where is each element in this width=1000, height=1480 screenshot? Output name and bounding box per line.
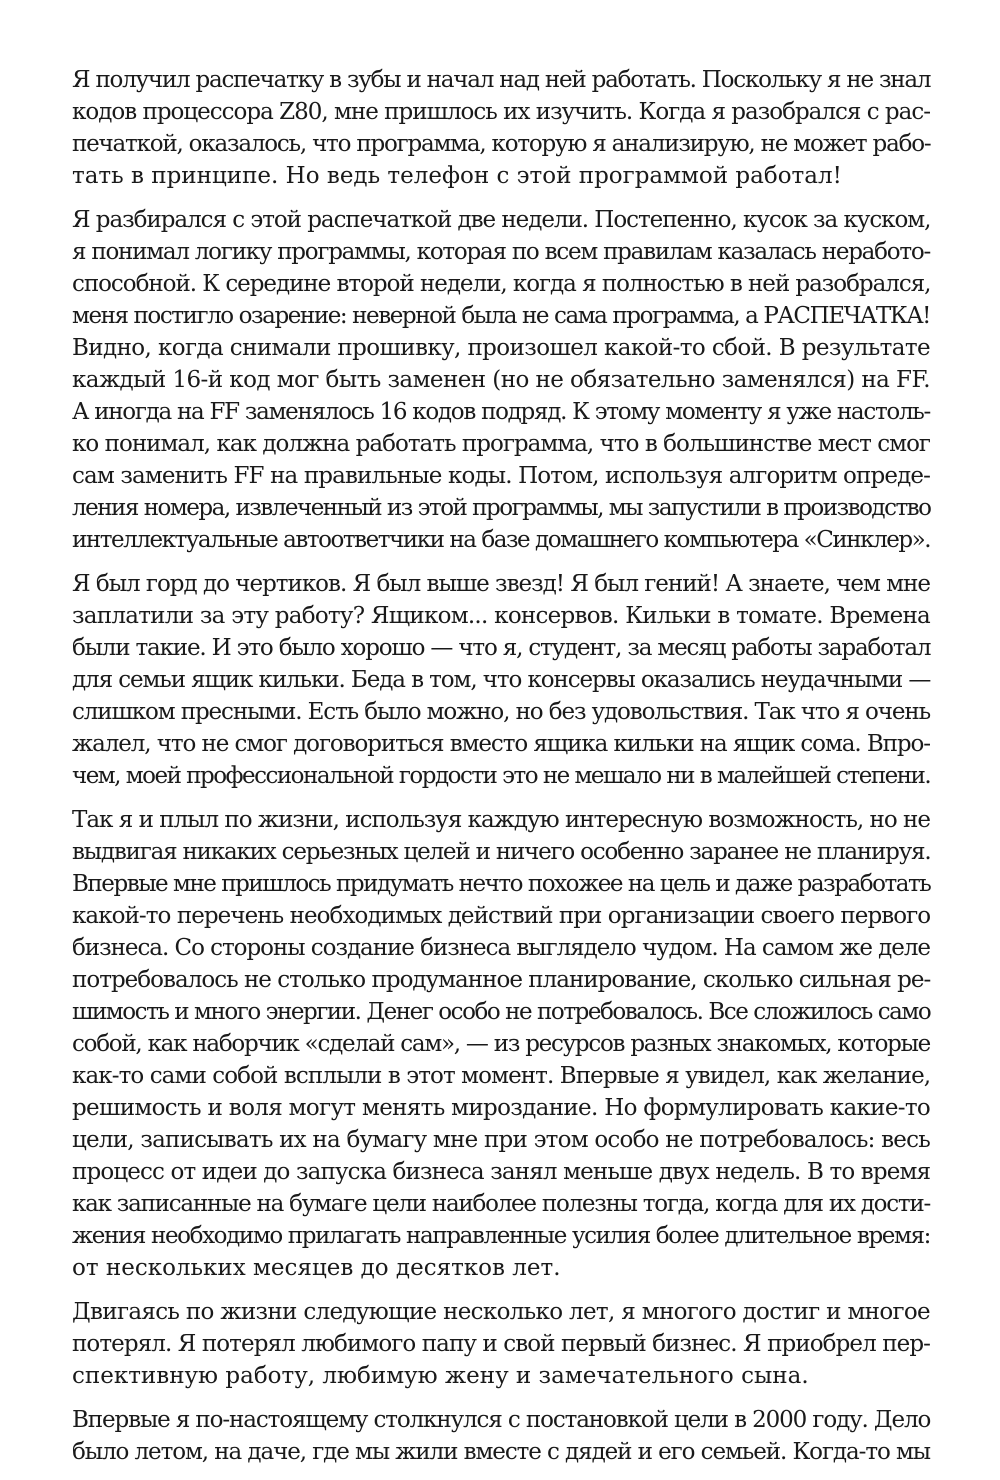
text-line: Я разбирался с этой распечаткой две недели. Постепенно, кусок за куском, bbox=[72, 207, 931, 233]
text-line: А иногда на FF заменялось 16 кодов подряд. К этому моменту я уже настоль- bbox=[72, 399, 930, 425]
text-line: от нескольких месяцев до десятков лет. bbox=[72, 1255, 561, 1281]
text-line: потребовалось не столько продуманное планирование, сколько сильная ре- bbox=[72, 967, 931, 993]
text-line: жения необходимо прилагать направленные усилия более длительное время: bbox=[72, 1223, 930, 1249]
text-line: потерял. Я потерял любимого папу и свой первый бизнес. Я приобрел пер- bbox=[72, 1331, 930, 1357]
paragraph-2 bbox=[72, 204, 930, 556]
text-line: как записанные на бумаге цели наиболее полезны тогда, когда для их дости- bbox=[72, 1191, 930, 1217]
paragraph-5 bbox=[72, 1296, 930, 1392]
text-line: чем, моей профессиональной гордости это не мешало ни в малейшей степени. bbox=[72, 763, 931, 789]
text-line: спективную работу, любимую жену и замечательного сына. bbox=[72, 1363, 809, 1389]
text-line: сам заменить FF на правильные коды. Потом, используя алгоритм опреде- bbox=[72, 463, 931, 489]
text-line: печаткой, оказалось, что программа, которую я анализирую, не может рабо- bbox=[72, 131, 931, 157]
text-line: заплатили за эту работу? Ящиком... консервов. Кильки в томате. Времена bbox=[72, 603, 930, 629]
text-line: Впервые мне пришлось придумать нечто похожее на цель и даже разработать bbox=[72, 871, 931, 897]
paragraph-6 bbox=[72, 1404, 930, 1468]
text-line: цели, записывать их на бумагу мне при этом особо не потребовалось: весь bbox=[72, 1127, 930, 1153]
text-line: каждый 16-й код мог быть заменен (но не обязательно заменялся) на FF. bbox=[72, 367, 930, 393]
text-line: Видно, когда снимали прошивку, произошел какой-то сбой. В результате bbox=[72, 335, 931, 361]
text-line: кодов процессора Z80, мне пришлось их изучить. Когда я разобрался с рас- bbox=[72, 99, 930, 125]
text-line: интеллектуальные автоответчики на базе домашнего компьютера «Синклер». bbox=[72, 527, 931, 553]
text-line: ления номера, извлеченный из этой программы, мы запустили в производство bbox=[72, 495, 931, 521]
text-line: ко понимал, как должна работать программа, что в большинстве мест смог bbox=[72, 431, 930, 457]
text-line: как-то сами собой всплыли в этот момент. Впервые я увидел, как желание, bbox=[72, 1063, 931, 1089]
text-line: Двигаясь по жизни следующие несколько лет, я многого достиг и многое bbox=[72, 1299, 930, 1325]
page-text bbox=[72, 64, 930, 1480]
text-line: способной. К середине второй недели, когда я полностью в ней разобрался, bbox=[72, 271, 931, 297]
paragraph-1 bbox=[72, 64, 930, 192]
text-line: меня постигло озарение: неверной была не сама программа, а РАСПЕЧАТКА! bbox=[72, 303, 930, 329]
text-line: жалел, что не смог договориться вместо ящика кильки на ящик сома. Впро- bbox=[72, 731, 930, 757]
text-line: было летом, на даче, где мы жили вместе с дядей и его семьей. Когда-то мы bbox=[72, 1439, 930, 1465]
text-line: Я получил распечатку в зубы и начал над ней работать. Поскольку я не знал bbox=[72, 67, 931, 93]
paragraph-3 bbox=[72, 568, 930, 792]
text-line: я понимал логику программы, которая по всем правилам казалась неработо- bbox=[72, 239, 930, 265]
text-line: Впервые я по-настоящему столкнулся с постановкой цели в 2000 году. Дело bbox=[72, 1407, 931, 1433]
text-line: Я был горд до чертиков. Я был выше звезд! Я был гений! А знаете, чем мне bbox=[72, 571, 930, 597]
text-line: слишком пресными. Есть было можно, но без удовольствия. Так что я очень bbox=[72, 699, 930, 725]
text-line: для семьи ящик кильки. Беда в том, что консервы оказались неудачными — bbox=[72, 667, 931, 693]
text-line: процесс от идеи до запуска бизнеса занял меньше двух недель. В то время bbox=[72, 1159, 931, 1185]
text-line: собой, как наборчик «сделай сам», — из ресурсов разных знакомых, которые bbox=[72, 1031, 930, 1057]
text-line: тать в принципе. Но ведь телефон с этой программой работал! bbox=[72, 163, 842, 189]
text-line: Так я и плыл по жизни, используя каждую интересную возможность, но не bbox=[72, 807, 930, 833]
text-line: решимость и воля могут менять мироздание. Но формулировать какие-то bbox=[72, 1095, 931, 1121]
text-line: были такие. И это было хорошо — что я, студент, за месяц работы заработал bbox=[72, 635, 931, 661]
text-line: бизнеса. Со стороны создание бизнеса выглядело чудом. На самом же деле bbox=[72, 935, 930, 961]
text-line: шимость и много энергии. Денег особо не потребовалось. Все сложилось само bbox=[72, 999, 931, 1025]
paragraph-4 bbox=[72, 804, 930, 1284]
text-line: какой-то перечень необходимых действий при организации своего первого bbox=[72, 903, 931, 929]
text-line: выдвигая никаких серьезных целей и ничего особенно заранее не планируя. bbox=[72, 839, 931, 865]
